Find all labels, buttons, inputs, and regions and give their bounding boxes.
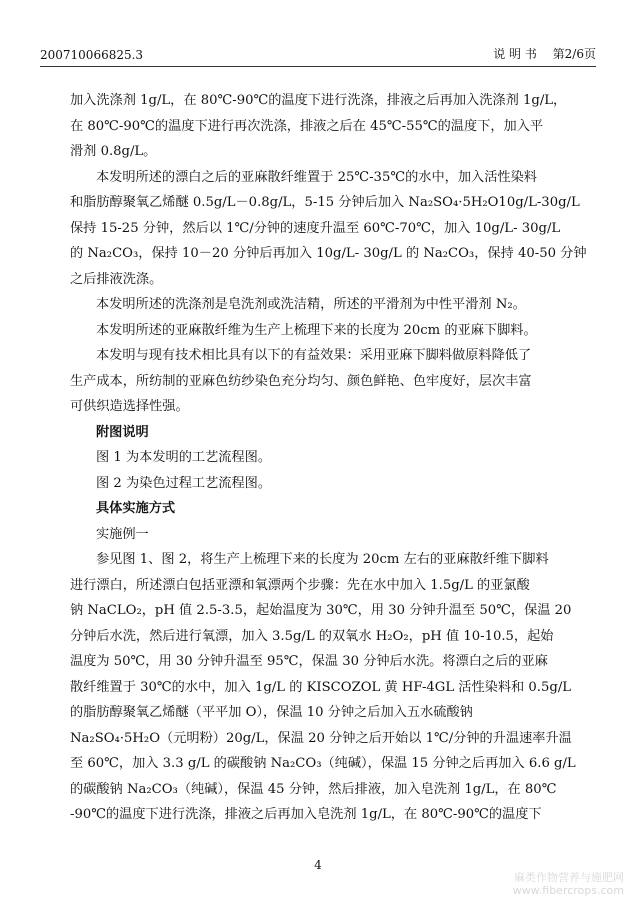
document-type: 说 明 书: [493, 47, 537, 61]
text-line: 实施例一: [96, 526, 149, 542]
text-line: 钠 NaCLO₂，pH 值 2.5-3.5，起始温度为 30℃，用 30 分钟升温至 50℃，保温 20: [70, 603, 572, 618]
text-line: 温度为 50℃，用 30 分钟升温至 95℃，保温 30 分钟后水洗。将漂白之后的亚麻: [70, 654, 548, 669]
text-line: 散纤维置于 30℃的水中，加入 1g/L 的 KISCOZOL 黄 HF-4GL 活性染料和 0.5g/L: [70, 679, 572, 695]
page-indicator: 第2/6页: [552, 47, 596, 61]
text-line: Na₂SO₄·5H₂O（元明粉）20g/L，保温 20 分钟之后开始以 1℃/分钟的升温速率升温: [70, 730, 572, 746]
text-line: 进行漂白，所述漂白包括亚漂和氧漂两个步骤：先在水中加入 1.5g/L 的亚氯酸: [70, 577, 530, 593]
text-line: 本发明所述的亚麻散纤维为生产上梳理下来的长度为 20cm 的亚麻下脚料。: [96, 322, 537, 338]
text-line: 本发明与现有技术相比具有以下的有益效果：采用亚麻下脚料做原料降低了: [96, 348, 532, 363]
page-number: 4: [314, 858, 322, 872]
text-line: 分钟后水洗，然后进行氧漂，加入 3.5g/L 的双氧水 H₂O₂，pH 值 10-10.5，起始: [70, 628, 554, 644]
watermark-title: 麻类作物营养与施肥网: [514, 871, 624, 884]
text-line: 可供织造选择性强。: [70, 399, 189, 414]
text-line: 参见图 1、图 2，将生产上梳理下来的长度为 20cm 左右的亚麻散纤维下脚料: [96, 552, 549, 567]
text-line: 本发明所述的漂白之后的亚麻散纤维置于 25℃-35℃的水中，加入活性染料: [96, 169, 537, 185]
text-line: 本发明所述的洗涤剂是皂洗剂或洗洁精，所述的平滑剂为中性平滑剂 N₂。: [96, 297, 526, 312]
patent-number: 200710066825.3: [40, 48, 144, 62]
site-watermark: [513, 871, 624, 897]
page-header: [40, 44, 596, 62]
text-line: 的碳酸钠 Na₂CO₃（纯碱），保温 45 分钟，然后排液，加入皂洗剂 1g/L，在 80℃: [70, 781, 557, 797]
text-line: 图 2 为染色过程工艺流程图。: [96, 475, 272, 491]
header-right: [481, 45, 596, 62]
header-rule: [40, 66, 596, 67]
text-line: 至 60℃，加入 3.3 g/L 的碳酸钠 Na₂CO₃（纯碱），保温 15 分钟之后再加入 6.6 g/L: [70, 756, 576, 771]
section-heading: 具体实施方式: [96, 501, 176, 516]
text-line: 图 1 为本发明的工艺流程图。: [96, 450, 272, 465]
watermark-url: www.fibercrops.com: [512, 884, 624, 897]
text-line: 的脂肪醇聚氧乙烯醚（平平加 O），保温 10 分钟之后加入五水硫酸钠: [70, 705, 473, 720]
text-line: 加入洗涤剂 1g/L，在 80℃-90℃的温度下进行洗涤，排液之后再加入洗涤剂 1g/L，: [70, 93, 567, 108]
text-line: 和脂肪醇聚氧乙烯醚 0.5g/L－0.8g/L，5-15 分钟后加入 Na₂SO₄·5H₂O10g/L-30g/L: [70, 195, 580, 210]
text-line: 之后排液洗涤。: [70, 271, 163, 287]
text-line: 保持 15-25 分钟，然后以 1℃/分钟的速度升温至 60℃-70℃，加入 10g/L- 30g/L: [70, 220, 561, 236]
text-line: 在 80℃-90℃的温度下进行再次洗涤，排液之后在 45℃-55℃的温度下，加入平: [70, 118, 544, 134]
section-heading: 附图说明: [96, 424, 149, 440]
text-line: -90℃的温度下进行洗涤，排液之后再加入皂洗剂 1g/L，在 80℃-90℃的温度下: [70, 807, 542, 822]
text-line: 滑剂 0.8g/L。: [70, 144, 157, 159]
text-line: 的 Na₂CO₃，保持 10－20 分钟后再加入 10g/L- 30g/L 的 Na₂CO₃，保持 40-50 分钟: [70, 246, 587, 261]
text-line: 生产成本，所纺制的亚麻色纺纱染色充分均匀、颜色鲜艳、色牢度好，层次丰富: [70, 373, 532, 389]
document-body: [70, 88, 596, 828]
